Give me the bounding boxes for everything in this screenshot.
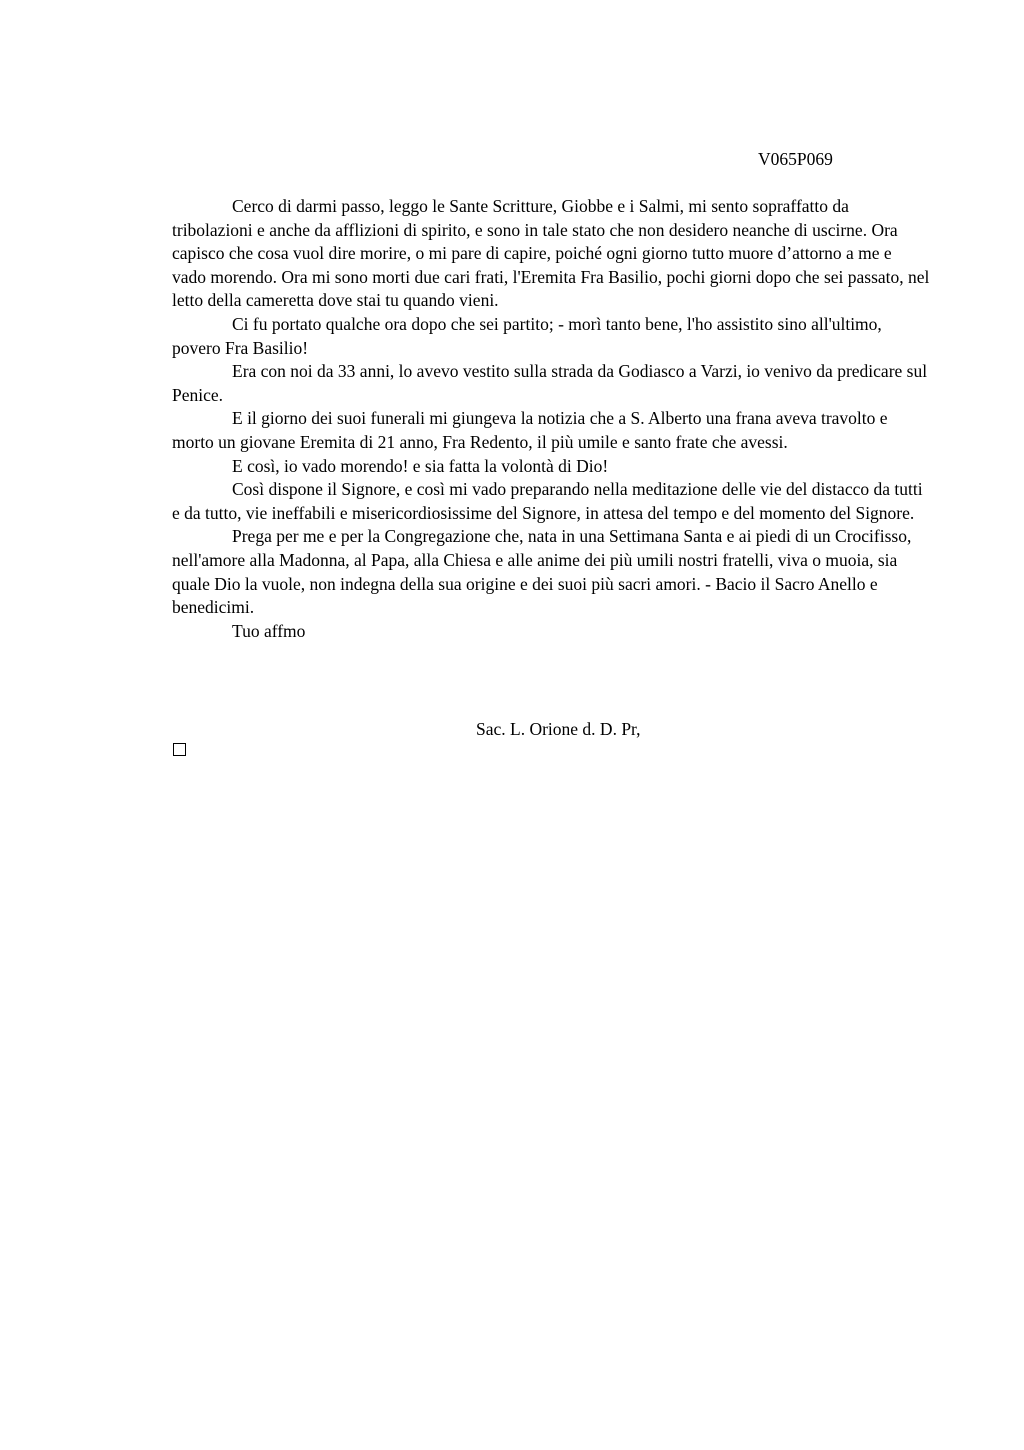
closing-line: Tuo affmo [232,620,306,641]
paragraph: E così, io vado morendo! e sia fatta la volontà di Dio! [232,455,609,476]
paragraph: Cerco di darmi passo, leggo le Sante Scritture, Giobbe e i Salmi, mi sento sopraffatto da tribolazioni e anche da afflizioni di spirito, e sono in tale stato che non desidero neanche di uscirne. Ora capisco che cosa vuol dire morire, o mi pare di capire, poiché ogni giorno tutto muore d’attorno a me e vado morendo. Ora mi sono morti due cari frati, l'Eremita Fra Basilio, pochi giorni dopo che sei passato, nel letto della cameretta dove stai tu quando vieni. [172,196,930,311]
page-code: V065P069 [758,149,833,169]
paragraph: Prega per me e per la Congregazione che, nata in una Settimana Santa e ai piedi di un Crocifisso, nell'amore alla Madonna, al Papa, alla Chiesa e alle anime dei più umili nostri fratelli, viva o muoia, sia quale Dio la vuole, non indegna della sua origine e dei suoi più sacri amori. - Bacio il Sacro Anello e benedicimi. [172,526,912,618]
paragraph: Era con noi da 33 anni, lo avevo vestito sulla strada da Godiasco a Varzi, io venivo da predicare sul Penice. [172,361,928,405]
empty-square-icon [173,743,186,756]
signature: Sac. L. Orione d. D. Pr, [476,719,641,739]
paragraph: Ci fu portato qualche ora dopo che sei partito; - morì tanto bene, l'ho assistito sino all'ultimo, povero Fra Basilio! [172,313,882,358]
letter-body [172,195,930,643]
paragraph: Così dispone il Signore, e così mi vado preparando nella meditazione delle vie del distacco da tutti e da tutto, vie ineffabili e misericordiosissime del Signore, in attesa del tempo e del momento del Signore. [172,479,923,523]
paragraph: E il giorno dei suoi funerali mi giungeva la notizia che a S. Alberto una frana aveva travolto e morto un giovane Eremita di 21 anno, Fra Redento, il più umile e santo frate che avessi. [172,408,888,452]
